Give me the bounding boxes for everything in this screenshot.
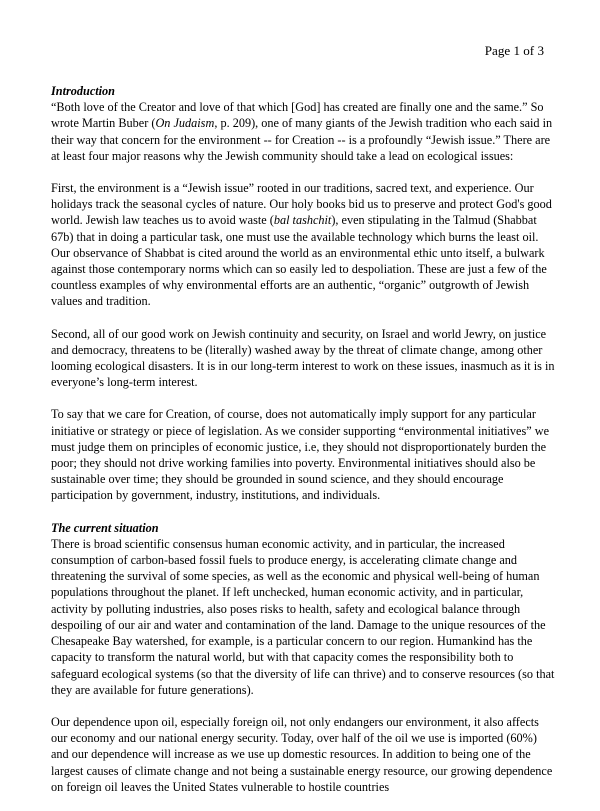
- section-heading-current-situation: The current situation: [51, 520, 159, 535]
- book-title: On Judaism: [155, 116, 215, 131]
- paragraph-intro-4: To say that we care for Creation, of course, does not automatically imply support for any particular initiative or strategy or piece of legislation. As we consider supporting “environmental initiatives” we must judge them on principles of economic justice, i.e, they should not disproportionately burden the poor; they should not drive working families into poverty. Environmental initiatives should also be sustainable over time; they should be grounded in sound science, and they should encourage participation by government, industry, institutions, and individuals.: [51, 407, 550, 503]
- page-number: Page 1 of 3: [484, 43, 544, 58]
- paragraph-intro-3: Second, all of our good work on Jewish continuity and security, on Israel and world Jewry, on justice and democracy, threatens to be (literally) washed away by the threat of climate change, among other looming ecological disasters. It is in our long-term interest to work on these issues, inasmuch as it is in everyone’s long-term interest.: [51, 326, 555, 390]
- paragraph-current-2: Our dependence upon oil, especially foreign oil, not only endangers our environment, it also affects our economy and our national energy security. Today, over half of the oil we use is imported (60%) and our dependence will increase as we use up domestic resources. In addition to being one of the largest causes of climate change and not being a sustainable energy resource, our growing dependence on foreign oil leaves the United States vulnerable to hostile countries: [51, 714, 553, 794]
- paragraph-text: First, the environment is a “Jewish issue” rooted in our traditions, sacred text, and experience. Our holidays track the seasonal cycles of nature. Our holy books bid us to preserve and protect God's good world. Jewish law teaches us to avoid waste (: [51, 181, 552, 228]
- paragraph-text: ), even stipulating in the Talmud (Shabbat 67b) that in doing a particular task, one must use the available technology which burns the least oil. Our observance of Shabbat is cited around the world as an environmental ethic unto itself, a bulwark against those contemporary norms which can so easily led to despoliation. These are just a few of the countless examples of why environmental efforts are an authentic, “organic” outgrowth of Jewish values and tradition.: [51, 213, 547, 309]
- hebrew-term: bal tashchit: [273, 213, 332, 228]
- section-heading-introduction: Introduction: [51, 84, 115, 98]
- paragraph-text: , p. 209), one of many giants of the Jewish tradition who each said in their way that concern for the environment -- for Creation -- is a profoundly “Jewish issue.” There are at least four major reasons why the Jewish community should take a lead on ecological issues:: [51, 116, 553, 163]
- paragraph-intro-1: [51, 99, 557, 164]
- document-body: [51, 83, 557, 811]
- paragraph-intro-2: [51, 180, 557, 310]
- paragraph-text: “Both love of the Creator and love of that which [God] has created are finally one and the same.” So wrote Martin Buber (: [51, 100, 544, 131]
- paragraph-current-1: There is broad scientific consensus human economic activity, and in particular, the increased consumption of carbon-based fossil fuels to produce energy, is accelerating climate change and threatening the survival of some species, as well as the economic and physical well-being of human populations throughout the planet. If left unchecked, human economic activity, and in particular, activity by polluting industries, also poses risks to health, safety and ecological balance through despoiling of our air and water and contamination of the land. Damage to the unique resources of the Chesapeake Bay watershed, for example, is a particular concern to our region. Humankind has the capacity to transform the natural world, but with that capacity comes the responsibility both to safeguard ecological systems (so that the diversity of life can thrive) and to conserve resources (so that they are available for future generations).: [51, 536, 555, 697]
